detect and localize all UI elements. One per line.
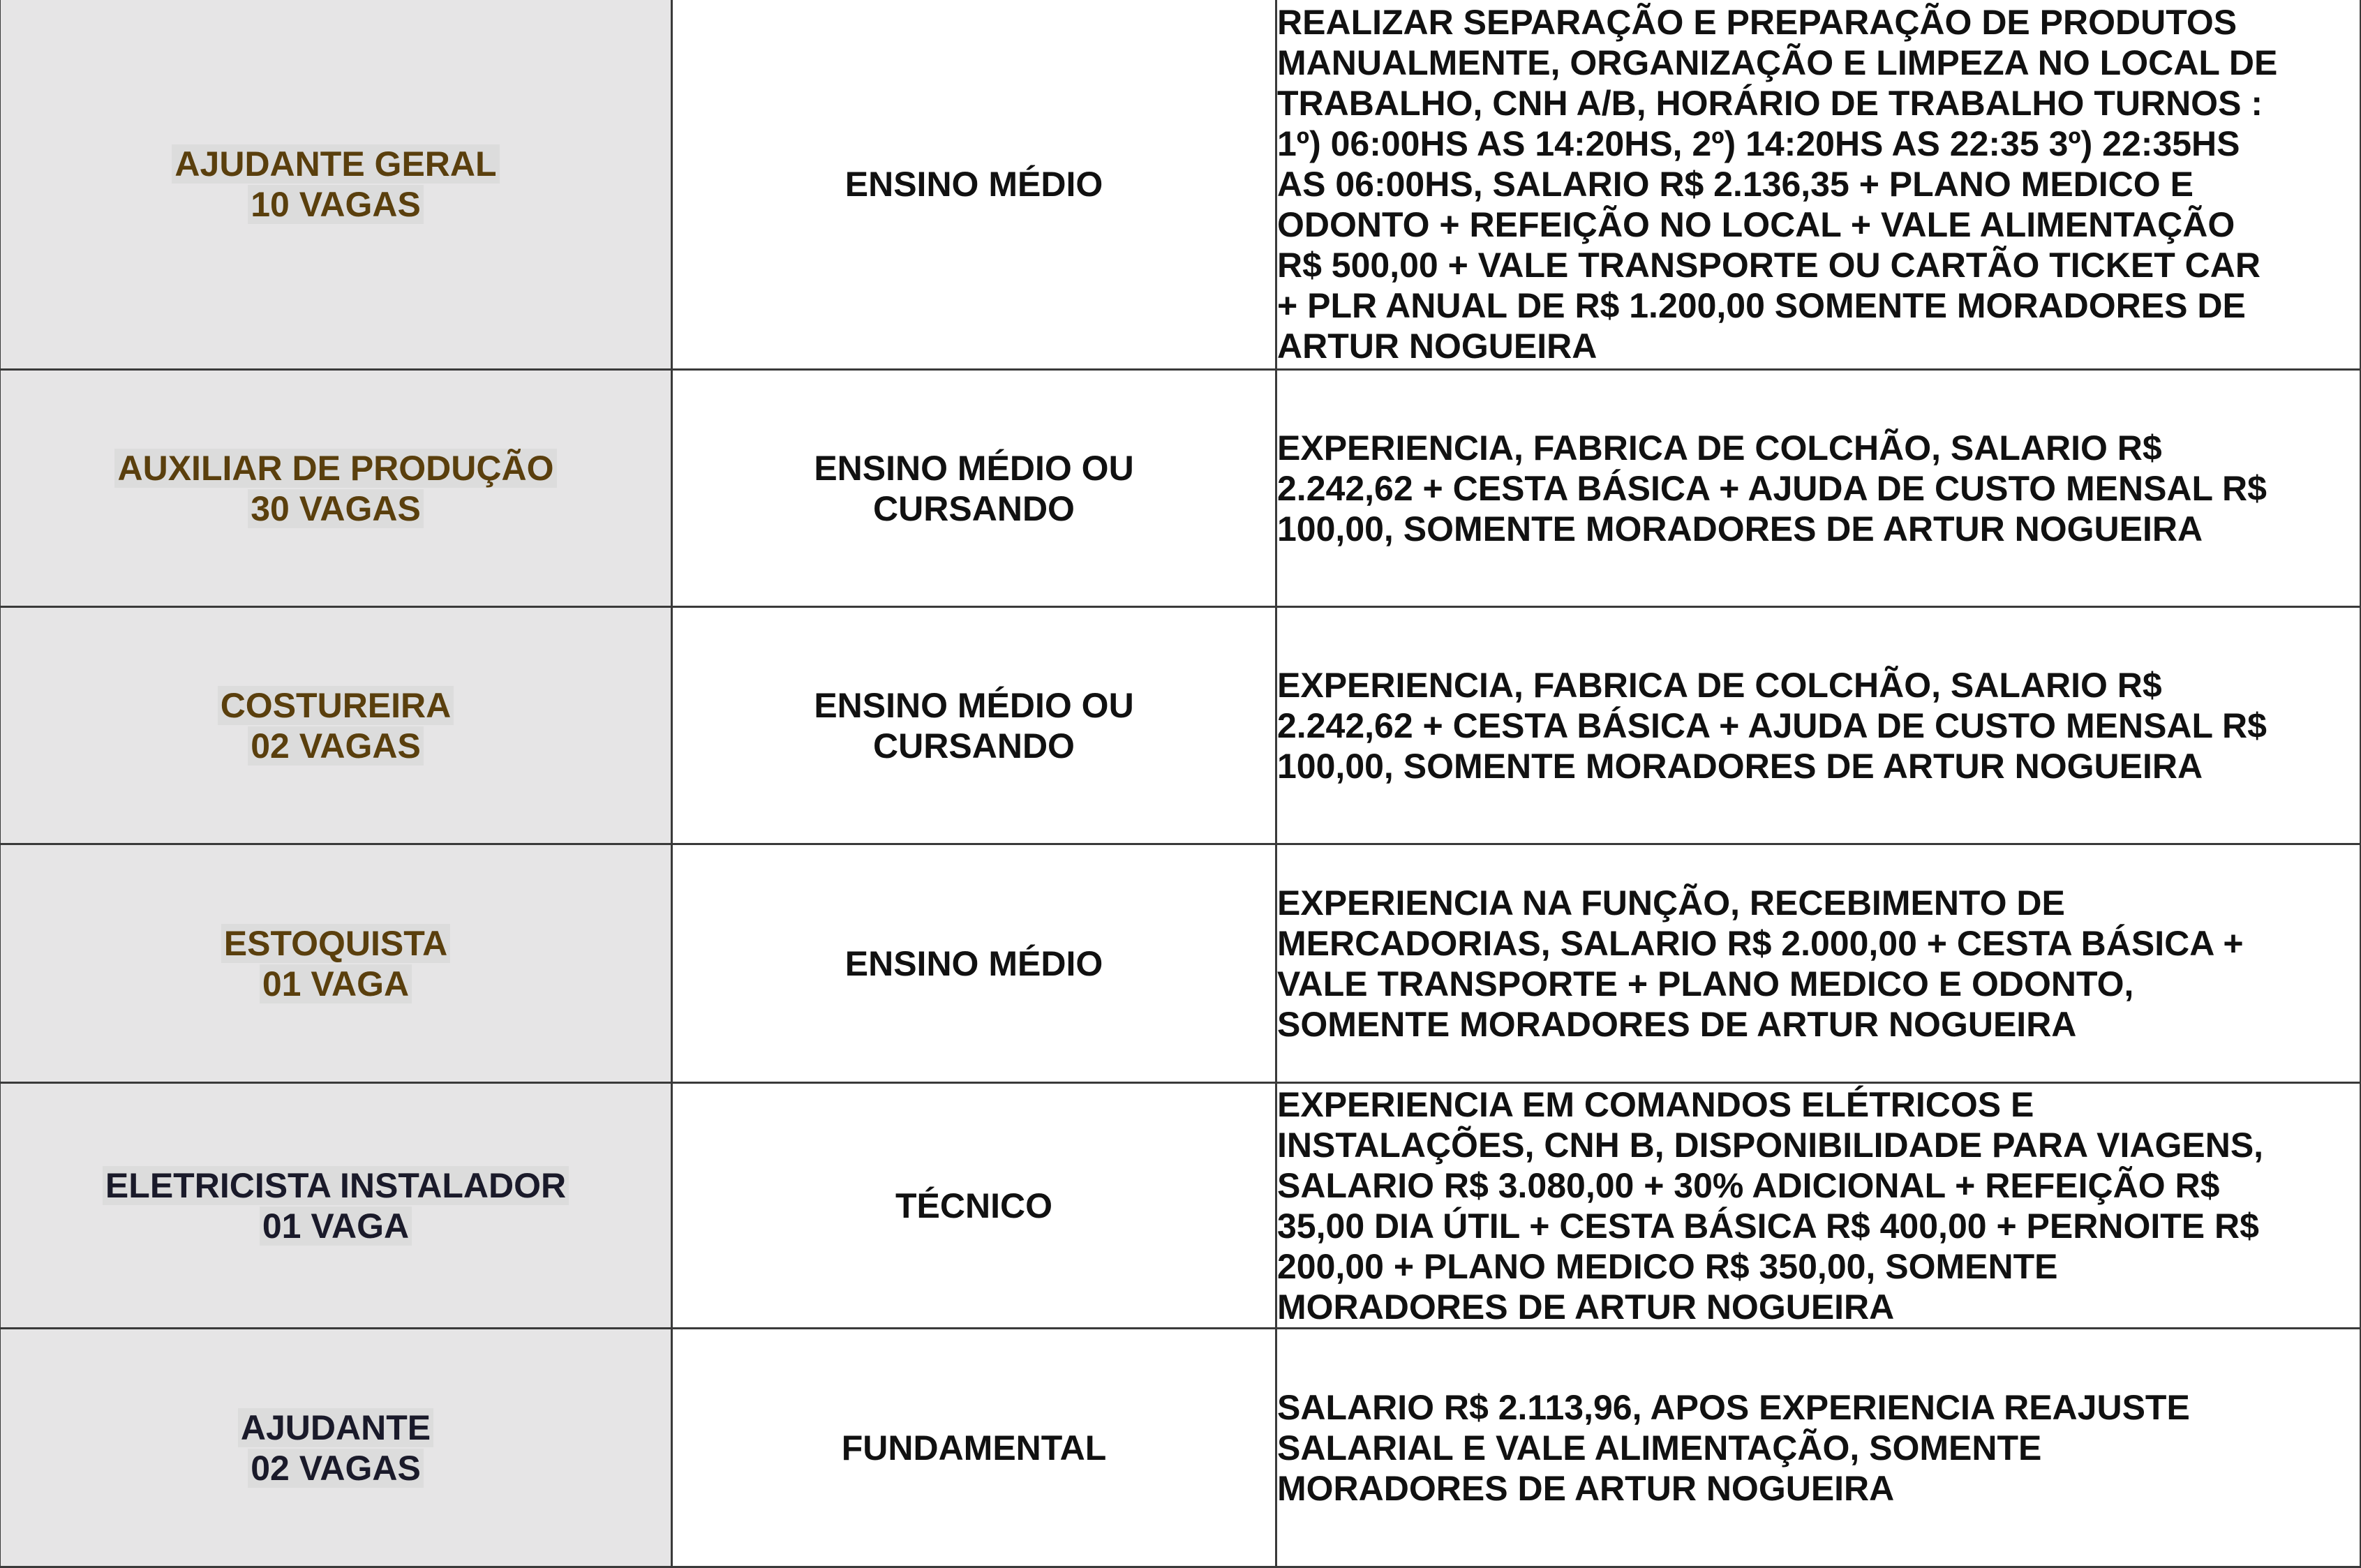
description-line: AS 06:00HS, SALARIO R$ 2.136,35 + PLANO MEDICO E — [1277, 164, 2194, 204]
description-cell — [1276, 370, 2361, 607]
description-line: REALIZAR SEPARAÇÃO E PREPARAÇÃO DE PRODUTOS — [1277, 2, 2237, 42]
education-cell — [672, 1083, 1276, 1329]
description-cell — [1276, 0, 2361, 370]
role-vacancies: 02 VAGAS — [248, 726, 424, 766]
role-cell — [0, 370, 672, 607]
role-cell — [0, 1329, 672, 1567]
education-cell — [672, 1329, 1276, 1567]
education-text: ENSINO MÉDIO OU — [814, 448, 1134, 488]
education-cell — [672, 0, 1276, 370]
description-line: 2.242,62 + CESTA BÁSICA + AJUDA DE CUSTO MENSAL R$ — [1277, 705, 2267, 745]
description-line: SALARIO R$ 2.113,96, APOS EXPERIENCIA REAJUSTE — [1277, 1387, 2190, 1427]
description-line: EXPERIENCIA NA FUNÇÃO, RECEBIMENTO DE — [1277, 883, 2065, 923]
description-cell — [1276, 1083, 2361, 1329]
description-cell — [1276, 844, 2361, 1083]
role-name: COSTUREIRA — [218, 686, 454, 725]
education-text: CURSANDO — [873, 488, 1075, 528]
role-name: AJUDANTE GERAL — [172, 144, 499, 184]
role-vacancies: 02 VAGAS — [248, 1449, 424, 1488]
role-vacancies: 01 VAGA — [260, 964, 412, 1003]
role-name: AJUDANTE — [238, 1408, 433, 1447]
role-cell — [0, 0, 672, 370]
description-line: MORADORES DE ARTUR NOGUEIRA — [1277, 1287, 1895, 1327]
education-text: ENSINO MÉDIO — [844, 943, 1103, 983]
role-cell — [0, 844, 672, 1083]
description-line: SALARIAL E VALE ALIMENTAÇÃO, SOMENTE — [1277, 1428, 2042, 1468]
education-text: CURSANDO — [873, 726, 1075, 766]
role-cell — [0, 1083, 672, 1329]
education-cell — [672, 607, 1276, 844]
job-row — [0, 370, 2361, 607]
description-line: ARTUR NOGUEIRA — [1277, 326, 1597, 366]
description-line: 200,00 + PLANO MEDICO R$ 350,00, SOMENTE — [1277, 1246, 2058, 1286]
description-line: 100,00, SOMENTE MORADORES DE ARTUR NOGUEIRA — [1277, 509, 2203, 548]
job-row — [0, 1083, 2361, 1329]
education-text: FUNDAMENTAL — [841, 1428, 1107, 1468]
description-line: EXPERIENCIA, FABRICA DE COLCHÃO, SALARIO R$ — [1277, 665, 2162, 705]
description-line: EXPERIENCIA, FABRICA DE COLCHÃO, SALARIO R$ — [1277, 428, 2162, 468]
job-row — [0, 1329, 2361, 1567]
education-text: ENSINO MÉDIO — [844, 164, 1103, 204]
description-line: 100,00, SOMENTE MORADORES DE ARTUR NOGUEIRA — [1277, 746, 2203, 786]
description-line: 35,00 DIA ÚTIL + CESTA BÁSICA R$ 400,00 + PERNOITE R$ — [1277, 1206, 2259, 1246]
education-text: TÉCNICO — [895, 1186, 1052, 1225]
job-row — [0, 844, 2361, 1083]
description-line: INSTALAÇÕES, CNH B, DISPONIBILIDADE PARA VIAGENS, — [1277, 1125, 2264, 1165]
description-line: VALE TRANSPORTE + PLANO MEDICO E ODONTO, — [1277, 964, 2134, 1003]
description-line: EXPERIENCIA EM COMANDOS ELÉTRICOS E — [1277, 1084, 2034, 1124]
role-name: ELETRICISTA INSTALADOR — [103, 1166, 569, 1205]
description-line: MORADORES DE ARTUR NOGUEIRA — [1277, 1468, 1895, 1508]
description-line: R$ 500,00 + VALE TRANSPORTE OU CARTÃO TICKET CAR — [1277, 245, 2261, 285]
description-cell — [1276, 1329, 2361, 1567]
education-text: ENSINO MÉDIO OU — [814, 685, 1134, 725]
job-row — [0, 607, 2361, 844]
description-line: SALARIO R$ 3.080,00 + 30% ADICIONAL + REFEIÇÃO R$ — [1277, 1165, 2220, 1205]
description-line: 1º) 06:00HS AS 14:20HS, 2º) 14:20HS AS 22:35 3º) 22:35HS — [1277, 124, 2240, 163]
description-line: 2.242,62 + CESTA BÁSICA + AJUDA DE CUSTO MENSAL R$ — [1277, 468, 2267, 508]
description-line: SOMENTE MORADORES DE ARTUR NOGUEIRA — [1277, 1004, 2077, 1044]
description-line: TRABALHO, CNH A/B, HORÁRIO DE TRABALHO TURNOS : — [1277, 83, 2263, 123]
role-name: ESTOQUISTA — [221, 924, 450, 963]
role-vacancies: 01 VAGA — [260, 1207, 412, 1246]
role-cell — [0, 607, 672, 844]
role-vacancies: 10 VAGAS — [248, 185, 424, 224]
description-line: MANUALMENTE, ORGANIZAÇÃO E LIMPEZA NO LOCAL DE — [1277, 43, 2278, 82]
description-cell — [1276, 607, 2361, 844]
role-name: AUXILIAR DE PRODUÇÃO — [114, 449, 556, 488]
education-cell — [672, 844, 1276, 1083]
description-line: + PLR ANUAL DE R$ 1.200,00 SOMENTE MORADORES DE — [1277, 285, 2246, 325]
role-vacancies: 30 VAGAS — [248, 489, 424, 528]
job-row — [0, 0, 2361, 370]
education-cell — [672, 370, 1276, 607]
description-line: ODONTO + REFEIÇÃO NO LOCAL + VALE ALIMENTAÇÃO — [1277, 204, 2235, 244]
description-line: MERCADORIAS, SALARIO R$ 2.000,00 + CESTA BÁSICA + — [1277, 923, 2244, 963]
